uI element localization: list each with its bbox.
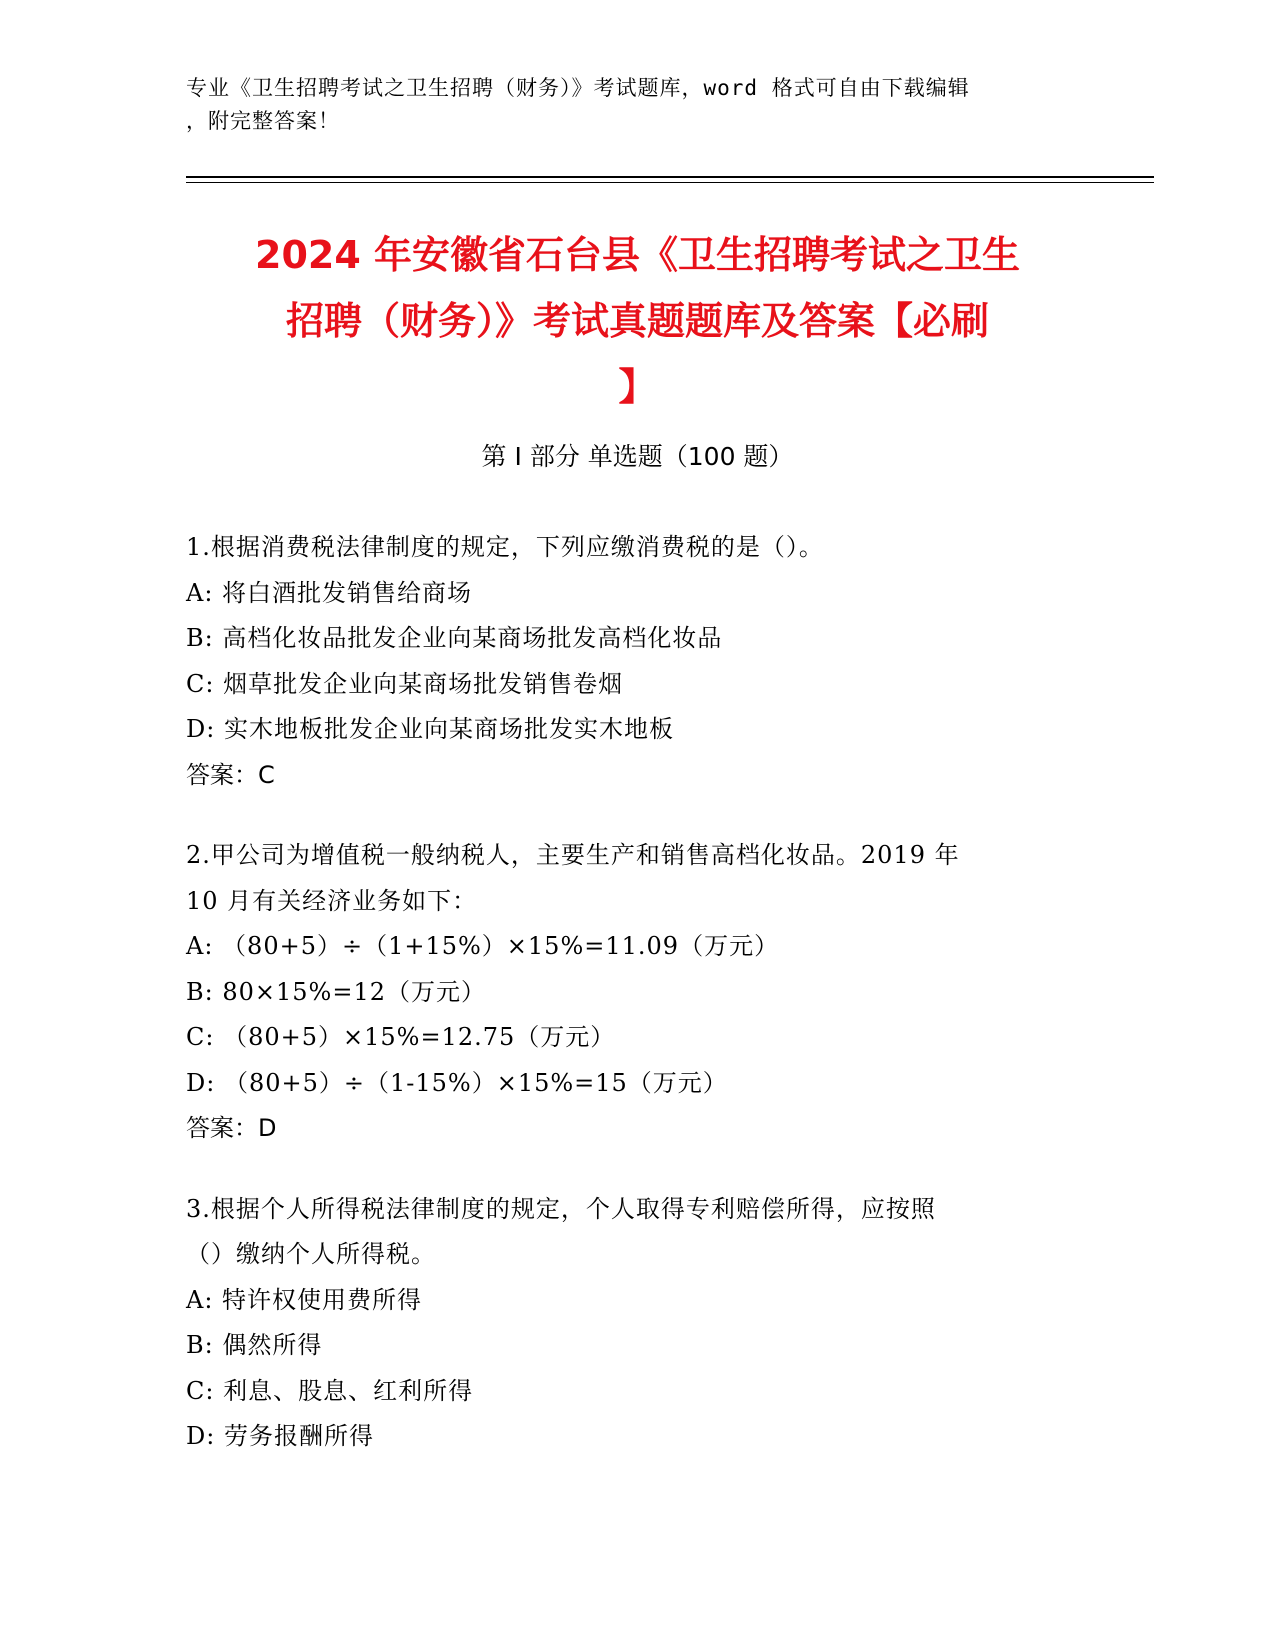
question-list [186,525,1086,1495]
question-stem: 3.根据个人所得税法律制度的规定，个人取得专利赔偿所得，应按照 [186,1194,936,1223]
option-c: C: 利息、股息、红利所得 [186,1376,474,1405]
question-item [186,833,1086,1152]
question-stem-continued: 10 月有关经济业务如下： [186,886,478,915]
option-b: B: 高档化妆品批发企业向某商场批发高档化妆品 [186,624,723,652]
answer-line: 答案：C [186,760,275,789]
option-b: B: 偶然所得 [186,1331,323,1359]
option-a: A: 将白酒批发销售给商场 [186,578,473,607]
question-stem-continued: （）缴纳个人所得税。 [186,1240,436,1268]
option-b: B: 80×15%=12（万元） [186,977,486,1006]
section-heading: 第 I 部分 单选题（100 题） [481,442,794,471]
question-stem: 1.根据消费税法律制度的规定，下列应缴消费税的是（）。 [186,533,824,561]
question-item [186,525,1086,798]
answer-line: 答案：D [186,1114,277,1142]
header-note-line-1: 专业《卫生招聘考试之卫生招聘（财务）》考试题库，word 格式可自由下载编辑 [186,76,970,100]
document-title-line-1: 2024 年安徽省石台县《卫生招聘考试之卫生 [255,233,1020,277]
option-a: A: （80+5）÷（1+15%）×15%=11.09（万元） [186,932,780,960]
document-title-line-3: 】 [618,365,657,409]
option-c: C: （80+5）×15%=12.75（万元） [186,1023,616,1051]
header-divider-thick [186,176,1154,178]
question-item [186,1187,1086,1460]
option-d: D: 实木地板批发企业向某商场批发实木地板 [186,715,674,743]
header-note-line-2: ，附完整答案！ [186,109,340,133]
document-title [180,222,1095,420]
option-a: A: 特许权使用费所得 [186,1285,423,1314]
question-stem: 2.甲公司为增值税一般纳税人，主要生产和销售高档化妆品。2019 年 [186,841,960,869]
option-d: D: 劳务报酬所得 [186,1422,374,1450]
document-title-line-2: 招聘（财务）》考试真题题库及答案【必刷 [285,299,989,343]
option-d: D: （80+5）÷（1-15%）×15%=15（万元） [186,1068,728,1097]
header-divider-thin [186,182,1154,183]
header-note [186,72,1066,138]
option-c: C: 烟草批发企业向某商场批发销售卷烟 [186,669,624,698]
